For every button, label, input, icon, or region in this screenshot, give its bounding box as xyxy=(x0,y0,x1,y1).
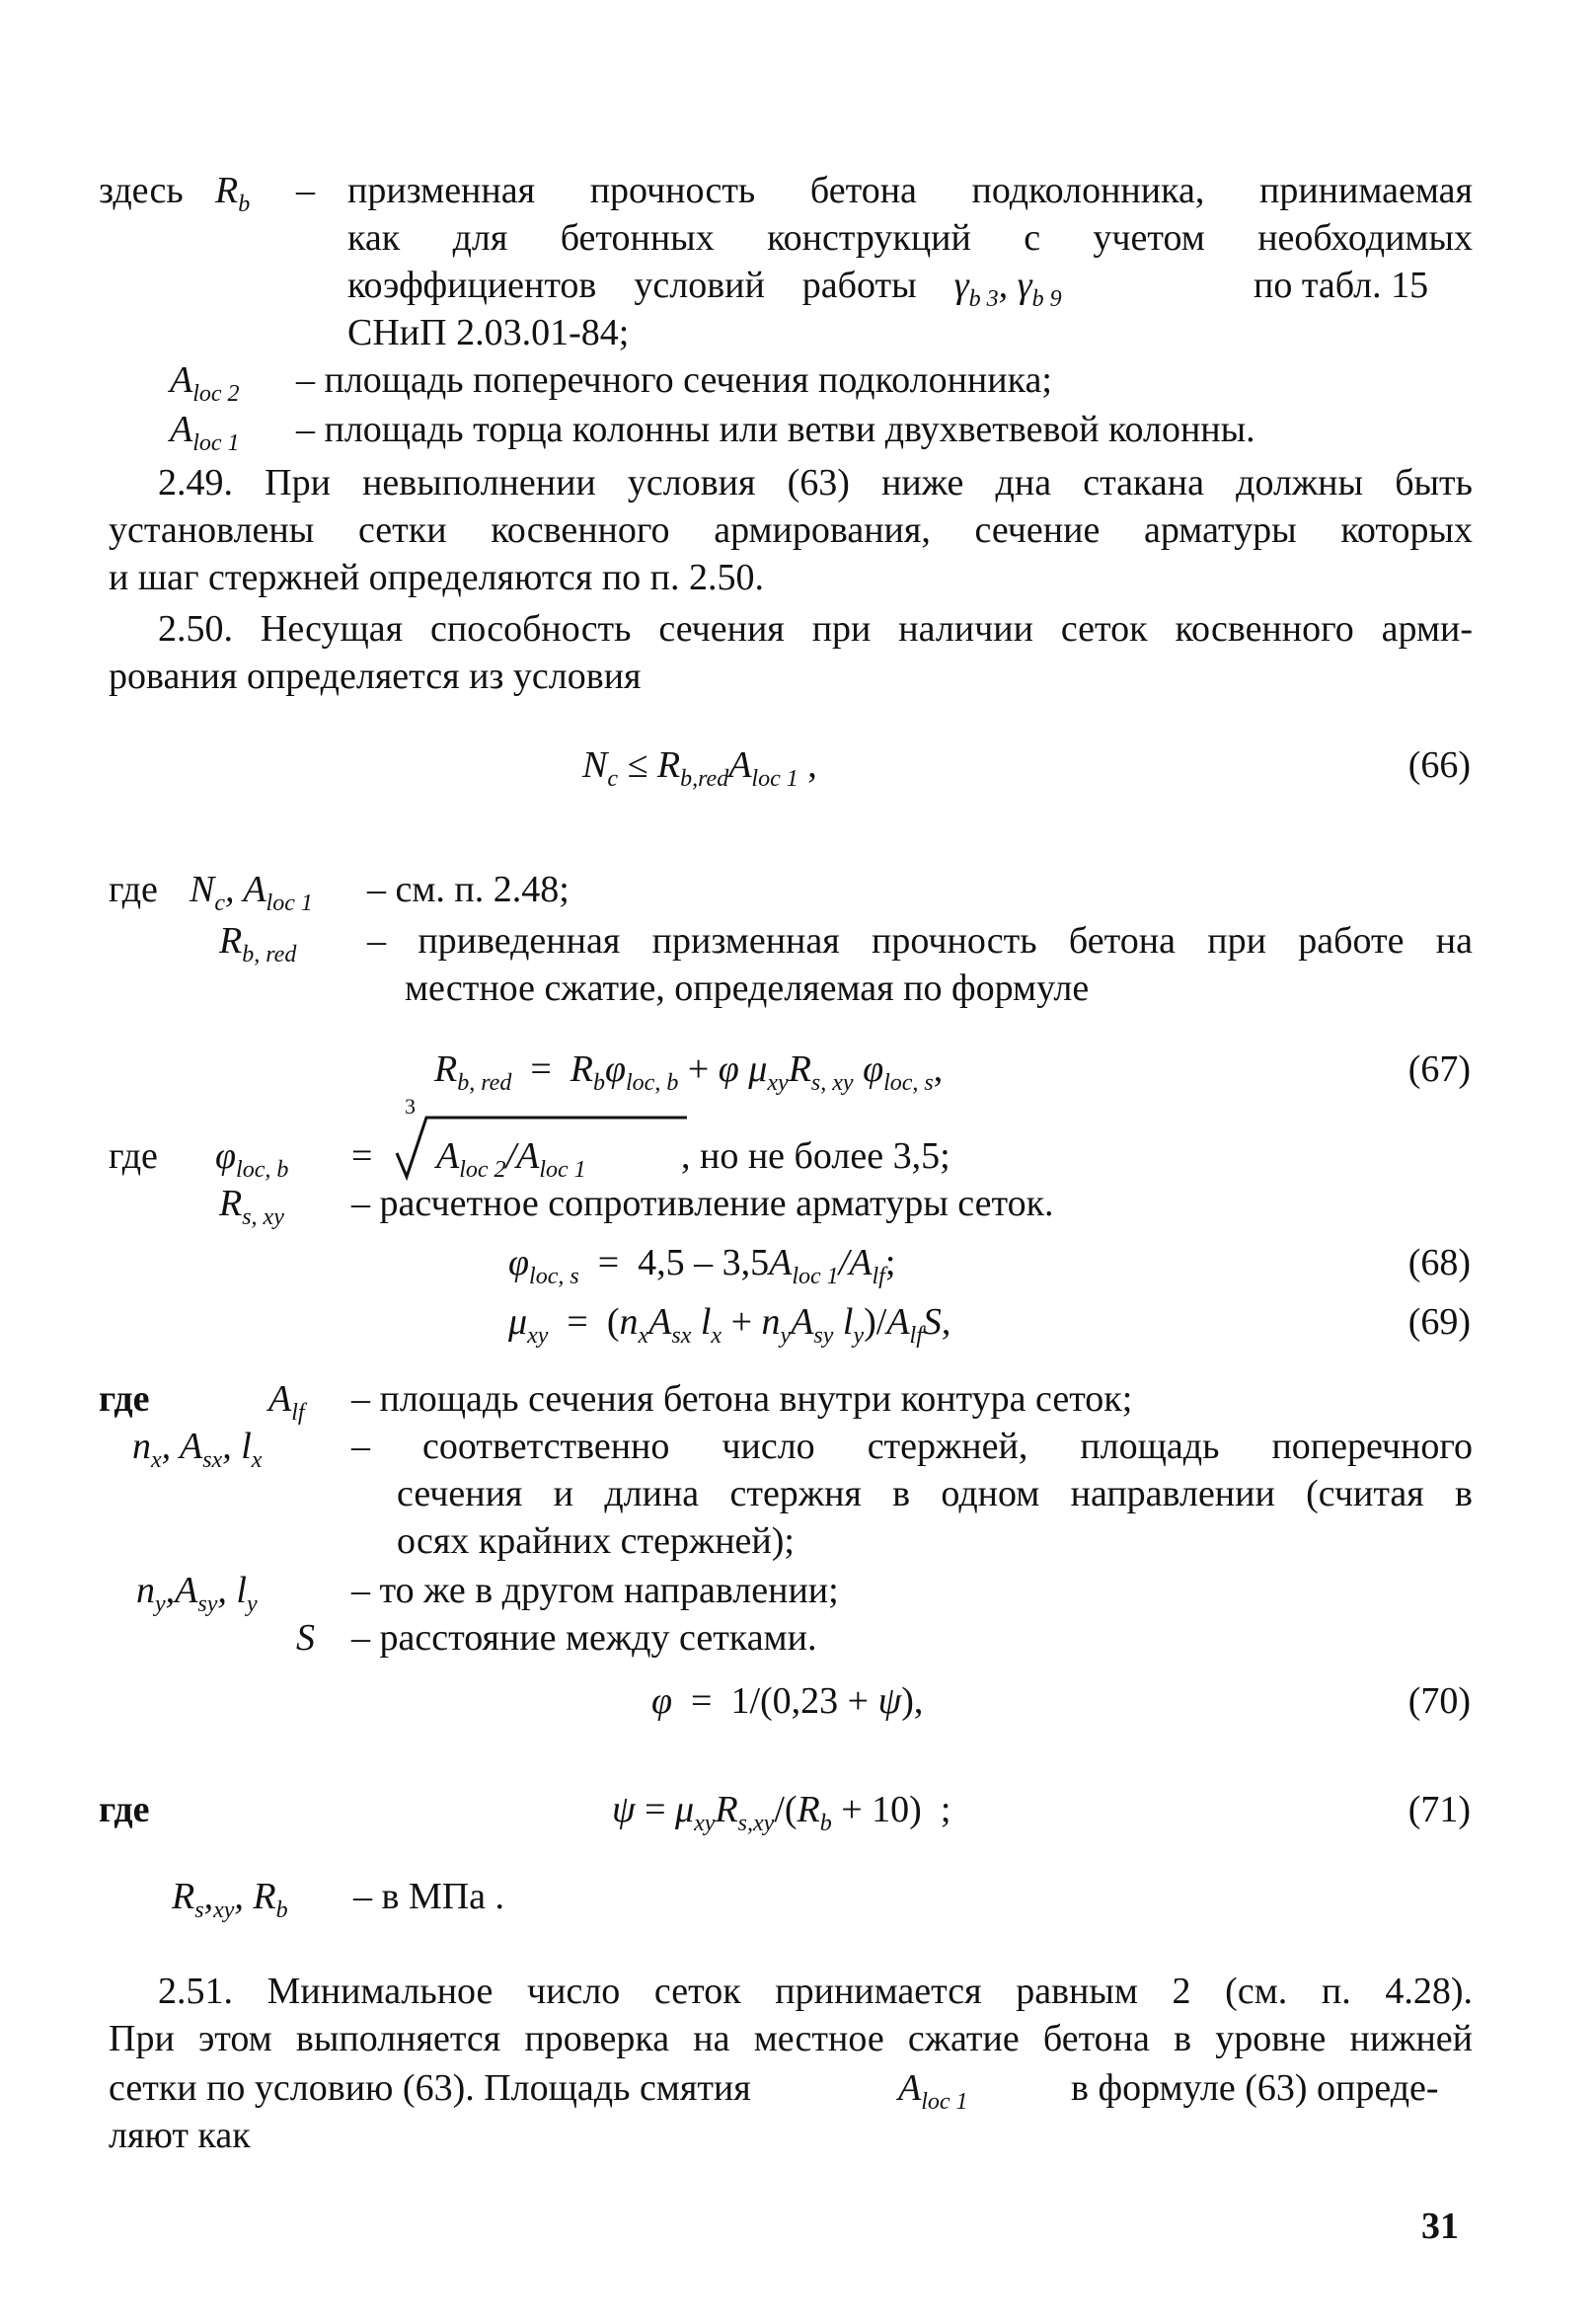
aloc2-symbol: $A_{loc 2}$ xyxy=(170,359,240,407)
nx-asx-lx-symbols: $n_x$, $A_{sx}$, $l_x$ xyxy=(132,1426,263,1473)
ny-asy-ly-symbols: $n_y,A_{sy}$, $l_y$ xyxy=(136,1570,258,1617)
p251-line-1: 2.51. Минимальное число сеток принимается равным 2 (см. п. 4.28). xyxy=(158,1971,1473,2012)
p249-line-3: и шаг стержней определяются по п. 2.50. xyxy=(109,557,764,598)
p251-line-3-tail: в формуле (63) опреде- xyxy=(1071,2067,1439,2109)
p251-line-2: При этом выполняется проверка на местное сжатие бетона в уровне нижней xyxy=(109,2018,1473,2059)
equation-70: φ = 1/(0,23 + ψ), xyxy=(651,1680,924,1722)
s-desc: – расстояние между сетками. xyxy=(351,1617,817,1659)
rb-desc-line-1: призменная прочность бетона подколонника, принимаемая xyxy=(347,170,1473,211)
cube-root-radicand: $A_{loc 2}/A_{loc 1}$ xyxy=(436,1135,586,1183)
rb-desc-line-3: коэффициентов условий работы $\gamma_{b 3}$, $\gamma_{b 9}$ xyxy=(347,265,1062,312)
phi-loc-b-desc: , но не более 3,5; xyxy=(681,1135,950,1177)
equation-67: $R_{b, red} = R_b\varphi_{loc, b} + \varphi$ $\mu_{xy}R_{s, xy}$ $\varphi_{loc, s}$, xyxy=(434,1048,944,1096)
where-66-item-1: – см. п. 2.48; xyxy=(367,869,570,910)
cube-root-index: 3 xyxy=(405,1094,416,1119)
rb-red-symbol: $R_{b, red}$ xyxy=(219,920,297,968)
where-66-item-2-line-1: – приведенная призменная прочность бетона при работе на xyxy=(367,920,1473,962)
p251-line-4: ляют как xyxy=(109,2115,251,2156)
nx-desc-line-1: – соответственно число стержней, площадь поперечного xyxy=(351,1426,1473,1467)
aloc1-desc: – площадь торца колонны или ветви двухветвевой колонны. xyxy=(296,409,1255,450)
units-symbols: $R_s,_{xy}$, $R_b$ xyxy=(172,1876,288,1923)
nc-aloc1-symbols: $N_c$, $A_{loc 1}$ xyxy=(190,869,313,916)
p251-aloc1-symbol: $A_{loc 1}$ xyxy=(898,2067,968,2115)
p249-line-1: 2.49. При невыполнении условия (63) ниже дна стакана должны быть xyxy=(158,462,1473,503)
nx-desc-line-3: осях крайних стержней); xyxy=(397,1520,795,1562)
phi-loc-b-symbol: $\varphi_{loc, b}$ xyxy=(215,1135,289,1183)
where-66-item-2-line-2: местное сжатие, определяемая по формуле xyxy=(405,968,1090,1009)
intro-word: здесь xyxy=(99,170,184,211)
aloc1-symbol: $A_{loc 1}$ xyxy=(170,409,240,456)
page-number: 31 xyxy=(1421,2206,1459,2247)
equation-66: $N_c \le R_{b,red}A_{loc 1}$ , xyxy=(582,744,817,792)
units-note: – в МПа . xyxy=(353,1876,505,1917)
where-71-label: где xyxy=(99,1789,150,1830)
p250-line-1: 2.50. Несущая способность сечения при наличии сеток косвенного арми- xyxy=(158,608,1473,650)
p249-line-2: установлены сетки косвенного армирования, сечение арматуры которых xyxy=(109,509,1473,551)
equation-71: $\psi = \mu_{xy}R_{s,xy}/(R_b + 10)$ ; xyxy=(612,1789,951,1836)
aloc2-desc: – площадь поперечного сечения подколонника; xyxy=(296,359,1052,401)
equation-69-number: (69) xyxy=(1407,1301,1471,1343)
equation-70-number: (70) xyxy=(1407,1680,1471,1722)
rs-xy-desc: – расчетное сопротивление арматуры сеток. xyxy=(351,1183,1054,1224)
rb-desc-line-4: СНиП 2.03.01-84; xyxy=(347,312,630,353)
ny-desc: – то же в другом направлении; xyxy=(351,1570,839,1611)
p250-line-2: рования определяется из условия xyxy=(109,656,642,697)
equation-66-number: (66) xyxy=(1407,744,1471,786)
rs-xy-symbol: $R_{s, xy}$ xyxy=(219,1183,284,1230)
s-symbol: S xyxy=(296,1617,315,1659)
rb-symbol: $R_b$ xyxy=(215,170,251,217)
rb-desc-line-2: как для бетонных конструкций с учетом необходимых xyxy=(347,217,1473,259)
where-67-label: где xyxy=(109,1135,158,1177)
phi-loc-b-equals: = xyxy=(351,1135,373,1177)
equation-68-number: (68) xyxy=(1407,1242,1471,1283)
table-ref: по табл. 15 xyxy=(1254,265,1429,306)
rb-dash: – xyxy=(296,170,315,211)
equation-67-number: (67) xyxy=(1407,1048,1471,1090)
nx-desc-line-2: сечения и длина стержня в одном направлении (считая в xyxy=(397,1473,1473,1514)
equation-68: $\varphi_{loc, s} = 4,5 - 3,5A_{loc 1}/A_{lf}$; xyxy=(508,1242,896,1289)
where-69-label: где xyxy=(99,1378,150,1420)
alf-desc: – площадь сечения бетона внутри контура сеток; xyxy=(351,1378,1133,1420)
equation-71-number: (71) xyxy=(1407,1789,1471,1830)
equation-69: $\mu_{xy} = (n_xA_{sx}$ $l_x + n_yA_{sy}$ $l_y)/A_{lf}S$, xyxy=(508,1301,951,1349)
alf-symbol: $A_{lf}$ xyxy=(268,1378,305,1426)
p251-line-3: сетки по условию (63). Площадь смятия xyxy=(109,2067,751,2109)
where-66-label: где xyxy=(109,869,158,910)
